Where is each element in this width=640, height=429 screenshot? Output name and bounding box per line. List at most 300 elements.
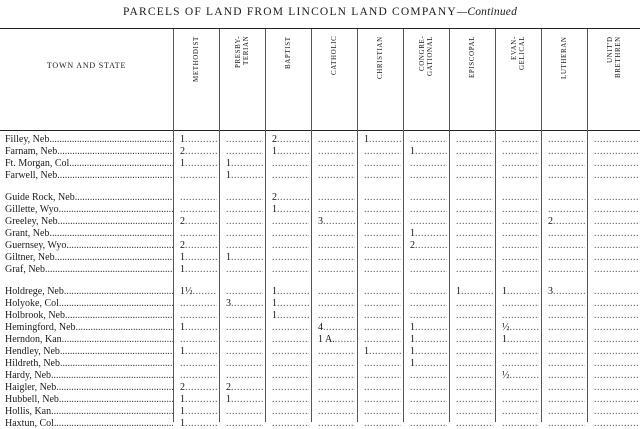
table-row (0, 394, 640, 405)
town-name: Ft. Morgan, Col ..... (5, 158, 173, 169)
town-name: Guernsey, Wyo ..... (5, 240, 173, 251)
table-row (0, 146, 640, 157)
cell-catholic (318, 406, 355, 417)
cell-methodist (180, 216, 217, 227)
cell-methodist (180, 382, 217, 393)
table-row (0, 322, 640, 333)
cell-christian (364, 216, 401, 227)
cell-catholic (318, 170, 355, 181)
cell-evangelical (502, 216, 539, 227)
cell-congregational (410, 382, 447, 393)
cell-lutheran (548, 146, 585, 157)
cell-value: 1 (180, 346, 185, 357)
cell-episcopal (456, 406, 493, 417)
town-name: Haigler, Neb ..... (5, 382, 173, 393)
cell-baptist (272, 146, 309, 157)
cell-value: 1 (456, 286, 461, 297)
cell-value: 3 (226, 298, 231, 309)
town-name: Hubbell, Neb ..... (5, 394, 173, 405)
cell-congregational (410, 264, 447, 275)
cell-methodist (180, 406, 217, 417)
cell-value: 1 (502, 286, 507, 297)
cell-christian (364, 252, 401, 263)
cell-presbyterian (226, 418, 263, 429)
cell-evangelical (502, 406, 539, 417)
cell-value: 1 (180, 406, 185, 417)
cell-episcopal (456, 334, 493, 345)
header-bottom-rule (0, 130, 640, 131)
cell-presbyterian (226, 216, 263, 227)
cell-baptist (272, 192, 309, 203)
cell-value: 1 (364, 346, 369, 357)
cell-lutheran (548, 286, 585, 297)
cell-catholic (318, 310, 355, 321)
column-header-catholic (311, 32, 357, 128)
cell-catholic (318, 298, 355, 309)
cell-value: 2 (272, 192, 277, 203)
cell-lutheran (548, 358, 585, 369)
town-name: Hildreth, Neb ..... (5, 358, 173, 369)
cell-congregational (410, 322, 447, 333)
table-row (0, 346, 640, 357)
cell-methodist (180, 170, 217, 181)
cell-catholic (318, 418, 355, 429)
cell-baptist (272, 252, 309, 263)
cell-baptist (272, 228, 309, 239)
cell-lutheran (548, 240, 585, 251)
table-row (0, 264, 640, 275)
cell-christian (364, 240, 401, 251)
title-suffix: —Continued (456, 6, 518, 18)
cell-evangelical (502, 240, 539, 251)
cell-evangelical (502, 286, 539, 297)
town-name: Graf, Neb ..... (5, 264, 173, 275)
cell-catholic (318, 264, 355, 275)
cell-presbyterian (226, 204, 263, 215)
cell-united-brethren (594, 216, 638, 227)
town-name: Guide Rock, Neb ..... (5, 192, 173, 203)
column-header-methodist (173, 32, 219, 128)
cell-catholic (318, 286, 355, 297)
table-row (0, 204, 640, 215)
cell-united-brethren (594, 146, 638, 157)
cell-congregational (410, 170, 447, 181)
cell-united-brethren (594, 240, 638, 251)
cell-episcopal (456, 298, 493, 309)
cell-methodist (180, 204, 217, 215)
cell-congregational (410, 298, 447, 309)
cell-lutheran (548, 334, 585, 345)
cell-presbyterian (226, 394, 263, 405)
cell-value: 1½ (180, 286, 193, 297)
cell-congregational (410, 216, 447, 227)
cell-christian (364, 228, 401, 239)
town-name: Holdrege, Neb ..... (5, 286, 173, 297)
cell-evangelical (502, 146, 539, 157)
cell-catholic (318, 252, 355, 263)
cell-value: 1 (410, 322, 415, 333)
cell-christian (364, 346, 401, 357)
cell-baptist (272, 382, 309, 393)
cell-congregational (410, 228, 447, 239)
table-row (0, 286, 640, 297)
cell-value: 1 (272, 146, 277, 157)
cell-christian (364, 298, 401, 309)
cell-evangelical (502, 264, 539, 275)
cell-baptist (272, 170, 309, 181)
cell-lutheran (548, 382, 585, 393)
cell-lutheran (548, 204, 585, 215)
cell-lutheran (548, 346, 585, 357)
cell-congregational (410, 146, 447, 157)
town-state-header: TOWN AND STATE (46, 61, 127, 70)
cell-catholic (318, 334, 355, 345)
cell-catholic (318, 192, 355, 203)
cell-catholic (318, 158, 355, 169)
column-header-lutheran (541, 32, 587, 128)
cell-congregational (410, 334, 447, 345)
cell-united-brethren (594, 158, 638, 169)
table-row (0, 370, 640, 381)
cell-presbyterian (226, 146, 263, 157)
cell-united-brethren (594, 358, 638, 369)
cell-methodist (180, 286, 217, 297)
table-row (0, 358, 640, 369)
cell-evangelical (502, 298, 539, 309)
cell-united-brethren (594, 310, 638, 321)
cell-presbyterian (226, 192, 263, 203)
town-name: Holbrook, Neb ..... (5, 310, 173, 321)
cell-methodist (180, 264, 217, 275)
cell-evangelical (502, 358, 539, 369)
column-header-label: EPISCOPAL (468, 36, 476, 79)
town-name: Gillette, Wyo ..... (5, 204, 173, 215)
cell-lutheran (548, 310, 585, 321)
cell-baptist (272, 240, 309, 251)
cell-presbyterian (226, 310, 263, 321)
cell-congregational (410, 192, 447, 203)
cell-episcopal (456, 370, 493, 381)
cell-presbyterian (226, 334, 263, 345)
cell-methodist (180, 298, 217, 309)
cell-christian (364, 358, 401, 369)
cell-methodist (180, 240, 217, 251)
cell-value: 1 (226, 170, 231, 181)
cell-congregational (410, 394, 447, 405)
cell-presbyterian (226, 170, 263, 181)
cell-baptist (272, 418, 309, 429)
cell-united-brethren (594, 346, 638, 357)
cell-evangelical (502, 346, 539, 357)
cell-value: ½ (502, 322, 510, 333)
column-header-label: UNIT'D BRETHREN (605, 36, 622, 78)
cell-lutheran (548, 252, 585, 263)
cell-united-brethren (594, 134, 638, 145)
cell-evangelical (502, 370, 539, 381)
cell-congregational (410, 134, 447, 145)
town-name: Holyoke, Col ..... (5, 298, 173, 309)
cell-presbyterian (226, 134, 263, 145)
cell-catholic (318, 134, 355, 145)
cell-lutheran (548, 406, 585, 417)
cell-value: 1 (180, 394, 185, 405)
column-header-congregational (403, 32, 449, 128)
cell-presbyterian (226, 370, 263, 381)
cell-united-brethren (594, 334, 638, 345)
cell-christian (364, 146, 401, 157)
cell-methodist (180, 252, 217, 263)
cell-value: 1 (502, 334, 507, 345)
table-row (0, 310, 640, 321)
cell-value: 3 (318, 216, 323, 227)
cell-presbyterian (226, 240, 263, 251)
cell-congregational (410, 204, 447, 215)
column-header-united-brethren (587, 32, 640, 128)
cell-value: 1 (410, 358, 415, 369)
cell-episcopal (456, 134, 493, 145)
cell-episcopal (456, 228, 493, 239)
cell-episcopal (456, 204, 493, 215)
cell-methodist (180, 370, 217, 381)
cell-congregational (410, 370, 447, 381)
cell-episcopal (456, 418, 493, 429)
town-name: Greeley, Neb ..... (5, 216, 173, 227)
town-name: Farwell, Neb ..... (5, 170, 173, 181)
table-row (0, 158, 640, 169)
cell-baptist (272, 264, 309, 275)
cell-evangelical (502, 134, 539, 145)
cell-congregational (410, 406, 447, 417)
cell-methodist (180, 418, 217, 429)
cell-congregational (410, 158, 447, 169)
cell-value: 2 (180, 216, 185, 227)
cell-baptist (272, 216, 309, 227)
cell-catholic (318, 370, 355, 381)
cell-methodist (180, 146, 217, 157)
cell-christian (364, 418, 401, 429)
cell-united-brethren (594, 382, 638, 393)
cell-value: 1 (180, 418, 185, 429)
town-name: Herndon, Kan ..... (5, 334, 173, 345)
cell-united-brethren (594, 418, 638, 429)
cell-episcopal (456, 216, 493, 227)
cell-methodist (180, 134, 217, 145)
cell-congregational (410, 310, 447, 321)
cell-lutheran (548, 322, 585, 333)
cell-catholic (318, 216, 355, 227)
cell-united-brethren (594, 298, 638, 309)
cell-value: 1 (226, 394, 231, 405)
cell-episcopal (456, 346, 493, 357)
column-header-label: CONGRE- GATIONAL (418, 36, 434, 77)
cell-episcopal (456, 382, 493, 393)
cell-presbyterian (226, 382, 263, 393)
town-name: Grant, Neb ..... (5, 228, 173, 239)
cell-christian (364, 370, 401, 381)
cell-value: 2 (180, 146, 185, 157)
cell-baptist (272, 298, 309, 309)
cell-lutheran (548, 192, 585, 203)
cell-baptist (272, 310, 309, 321)
cell-lutheran (548, 418, 585, 429)
cell-congregational (410, 286, 447, 297)
column-header-label: METHODIST (192, 36, 200, 82)
town-name: Farnam, Neb ..... (5, 146, 173, 157)
cell-christian (364, 192, 401, 203)
cell-christian (364, 134, 401, 145)
cell-value: 1 A. (318, 334, 335, 345)
cell-methodist (180, 334, 217, 345)
cell-presbyterian (226, 158, 263, 169)
cell-united-brethren (594, 322, 638, 333)
cell-value: 1 (410, 146, 415, 157)
cell-value: 1 (272, 286, 277, 297)
cell-catholic (318, 346, 355, 357)
header-top-rule (0, 28, 640, 29)
column-header-presbyterian (219, 32, 265, 128)
cell-united-brethren (594, 264, 638, 275)
cell-catholic (318, 204, 355, 215)
cell-evangelical (502, 204, 539, 215)
column-header-episcopal (449, 32, 495, 128)
cell-methodist (180, 228, 217, 239)
cell-value: 3 (548, 286, 553, 297)
town-name: Giltner, Neb ..... (5, 252, 173, 263)
table-row (0, 298, 640, 309)
cell-catholic (318, 322, 355, 333)
cell-value: 1 (180, 158, 185, 169)
cell-episcopal (456, 322, 493, 333)
cell-evangelical (502, 252, 539, 263)
cell-christian (364, 204, 401, 215)
cell-lutheran (548, 264, 585, 275)
cell-episcopal (456, 240, 493, 251)
cell-congregational (410, 358, 447, 369)
cell-episcopal (456, 286, 493, 297)
cell-united-brethren (594, 204, 638, 215)
cell-methodist (180, 346, 217, 357)
table-row (0, 170, 640, 181)
cell-value: 2 (180, 240, 185, 251)
cell-baptist (272, 322, 309, 333)
table-row (0, 134, 640, 145)
cell-christian (364, 158, 401, 169)
cell-evangelical (502, 394, 539, 405)
cell-baptist (272, 204, 309, 215)
column-header-label: CHRISTIAN (376, 36, 384, 79)
cell-episcopal (456, 170, 493, 181)
cell-christian (364, 286, 401, 297)
cell-presbyterian (226, 286, 263, 297)
cell-christian (364, 310, 401, 321)
cell-baptist (272, 346, 309, 357)
cell-united-brethren (594, 370, 638, 381)
cell-baptist (272, 134, 309, 145)
cell-christian (364, 322, 401, 333)
town-name: Hemingford, Neb ..... (5, 322, 173, 333)
cell-value: 2 (226, 382, 231, 393)
cell-baptist (272, 358, 309, 369)
cell-methodist (180, 192, 217, 203)
table-row (0, 216, 640, 227)
table-row (0, 382, 640, 393)
cell-value: 2 (410, 240, 415, 251)
cell-lutheran (548, 394, 585, 405)
cell-catholic (318, 382, 355, 393)
cell-value: 1 (410, 228, 415, 239)
cell-evangelical (502, 192, 539, 203)
cell-christian (364, 264, 401, 275)
column-header-evangelical (495, 32, 541, 128)
cell-presbyterian (226, 358, 263, 369)
cell-congregational (410, 418, 447, 429)
cell-united-brethren (594, 252, 638, 263)
cell-christian (364, 406, 401, 417)
cell-value: 1 (272, 310, 277, 321)
cell-christian (364, 394, 401, 405)
cell-episcopal (456, 146, 493, 157)
cell-baptist (272, 370, 309, 381)
town-name: Hollis, Kan ..... (5, 406, 173, 417)
town-name: Filley, Neb ..... (5, 134, 173, 145)
cell-presbyterian (226, 346, 263, 357)
cell-episcopal (456, 310, 493, 321)
cell-baptist (272, 286, 309, 297)
cell-value: 1 (410, 334, 415, 345)
cell-united-brethren (594, 406, 638, 417)
cell-baptist (272, 334, 309, 345)
cell-episcopal (456, 158, 493, 169)
column-header-label: LUTHERAN (560, 36, 568, 79)
town-name: Haxtun, Col ..... (5, 418, 173, 429)
cell-episcopal (456, 358, 493, 369)
cell-value: 2 (548, 216, 553, 227)
cell-value: 1 (180, 252, 185, 263)
column-header-label: PRESBY- TERIAN (234, 36, 250, 69)
column-header-label: CATHOLIC (330, 36, 338, 76)
cell-evangelical (502, 228, 539, 239)
column-header-label: EVAN- GELICAL (510, 36, 526, 71)
town-name: Hendley, Neb ..... (5, 346, 173, 357)
cell-evangelical (502, 322, 539, 333)
table-row (0, 334, 640, 345)
cell-lutheran (548, 370, 585, 381)
cell-evangelical (502, 418, 539, 429)
column-header-baptist (265, 32, 311, 128)
cell-presbyterian (226, 264, 263, 275)
cell-methodist (180, 158, 217, 169)
cell-methodist (180, 322, 217, 333)
table-row (0, 240, 640, 251)
cell-value: 1 (226, 252, 231, 263)
cell-evangelical (502, 382, 539, 393)
cell-value: 4 (318, 322, 323, 333)
cell-methodist (180, 394, 217, 405)
cell-congregational (410, 240, 447, 251)
cell-value: 1 (364, 134, 369, 145)
cell-value: 1 (272, 204, 277, 215)
cell-christian (364, 170, 401, 181)
cell-congregational (410, 252, 447, 263)
cell-evangelical (502, 170, 539, 181)
cell-episcopal (456, 264, 493, 275)
cell-methodist (180, 310, 217, 321)
cell-catholic (318, 146, 355, 157)
cell-united-brethren (594, 170, 638, 181)
cell-christian (364, 382, 401, 393)
table-row (0, 192, 640, 203)
cell-methodist (180, 358, 217, 369)
